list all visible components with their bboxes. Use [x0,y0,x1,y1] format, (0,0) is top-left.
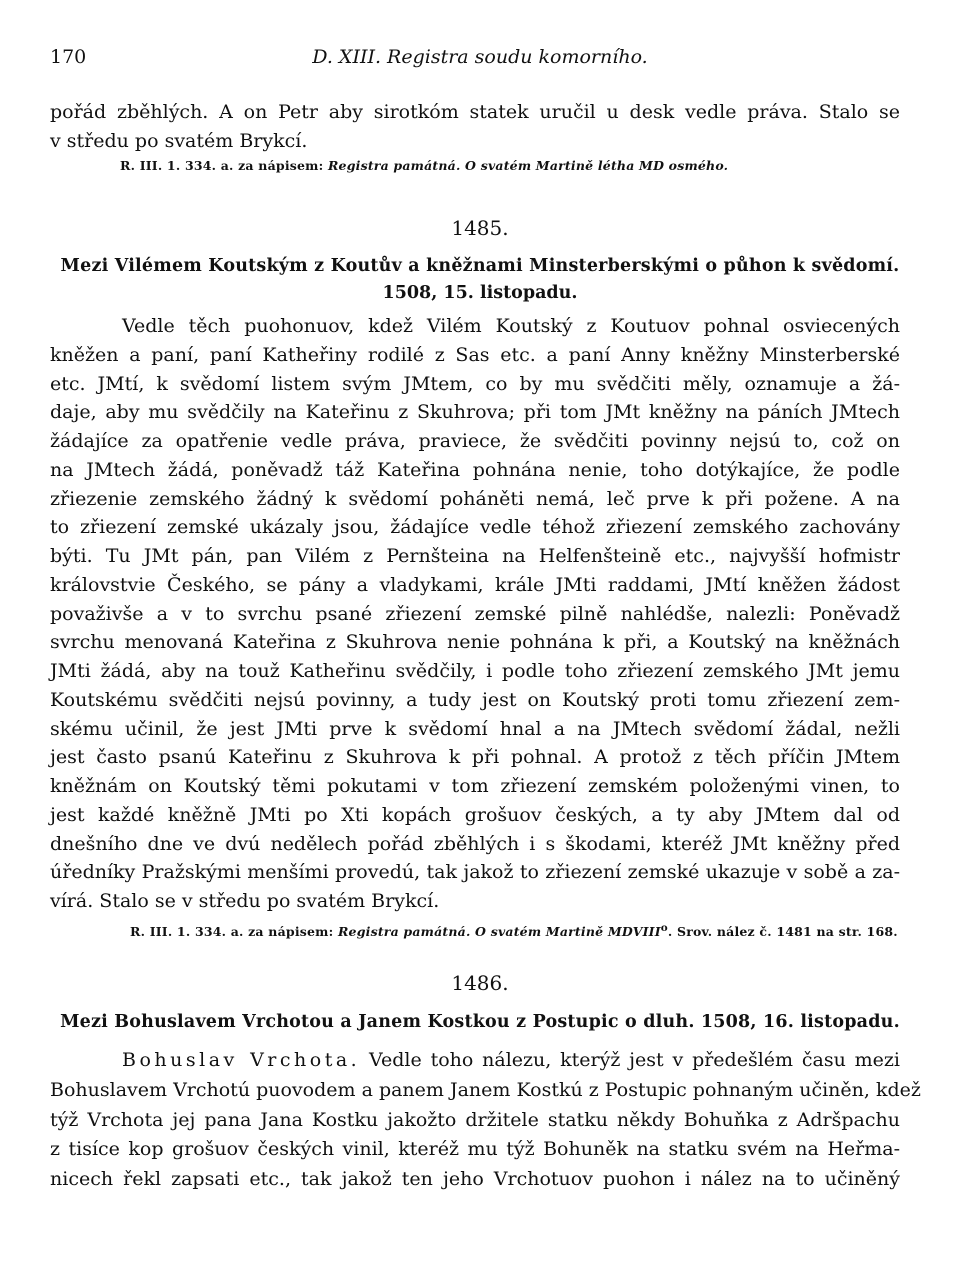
text-line: z tisíce kop grošuov českých vinil, kteréž mu týž Bohuněk na statku svém na Heřma- [50,1138,900,1160]
running-title: D. XIII. Registra soudu komorního. [312,46,648,68]
page-number: 170 [50,46,87,68]
text-line: to zřiezení zemské ukázaly jsou, žádajíce vedle téhož zřiezení zemského zachovány [50,516,900,539]
text-line: kněžnám on Koutský těmi pokutami v tom zřiezení zemském položenými vinen, to [50,775,900,797]
text-line: vírá. Stalo se v středu po svatém Brykcí. [50,890,440,912]
archival-note: R. III. 1. 334. a. za nápisem: Registra památná. O svatém Martině MDVIII$^o$. Srov. nález č. 1481 na str. 168. [130,922,898,940]
text-line: kněžen a paní, paní Katheřiny rodilé z Sas etc. a paní Anny kněžny Minsterberské [50,343,900,366]
opening-name: Bohuslav Vrchota. [122,1049,361,1071]
archival-note: R. III. 1. 334. a. za nápisem: Registra památná. O svatém Martině létha MD osmého. [120,158,729,173]
text-line: Bohuslavem Vrchotú puovodem a panem Janem Kostkú z Postupic pohnaným učiněn, kdež [50,1079,921,1101]
text-line: skému učinil, že jest JMti prve k svědomí hnal a na JMtech svědomí žádal, nežli [50,717,900,740]
text-line: JMti žádá, aby na touž Katheřinu svědčily, i podle toho zřiezení zemského JMt jemu [50,660,900,682]
text-line: na JMtech žádá, poněvadž táž Kateřina pohnána nenie, toho dotýkajíce, že podle [50,458,900,481]
text-line: pořád zběhlých. A on Petr aby sirotkóm statek uručil u desk vedle práva. Stalo se [50,101,900,123]
text-line: jest každé kněžně JMti po Xti kopách grošuov českých, a ty aby JMtem dal od [50,803,900,826]
text-line: považivše a v to svrchu psané zřiezení zemské pilně nahlédše, nalezli: Poněvadž [50,602,900,625]
text-line: dnešního dne ve dvú nedělech pořád zběhlých i s škodami, kteréž JMt kněžny před [50,832,900,855]
entry-number: 1486. [451,971,509,995]
text-line: Vedle těch puohonuov, kdež Vilém Koutský z Koutuov pohnal osviecených [122,315,900,337]
text-line: daje, aby mu svědčily na Kateřinu z Skuhrova; při tom JMt kněžny na páních JMtech [50,401,900,424]
text-line: etc. JMtí, k svědomí listem svým JMtem, co by mu svědčiti měly, oznamuje a žá- [50,372,900,395]
text-line: zřiezenie zemského žádný k svědomí poháněti nemá, leč prve k při požene. A na [50,487,900,510]
page-header [50,46,910,76]
text-line: týž Vrchota jej pana Jana Kostku jakožto držitele statku někdy Bohuňka z Adršpachu [50,1108,900,1131]
text-line: býti. Tu JMt pán, pan Vilém z Pernšteina na Helfenšteině etc., najvyšší hofmistr [50,545,900,567]
text-line: Bohuslav Vrchota. Vedle toho nálezu, kterýž jest v předešlém času mezi [122,1049,900,1071]
entry-rubric: Mezi Bohuslavem Vrchotou a Janem Kostkou z Postupic o dluh. 1508, 16. listopadu. [60,1012,900,1032]
text-line: královstvie Českého, se pány a vladykami, krále JMti raddami, JMtí kněžen žádost [50,573,900,596]
entry-number: 1485. [451,216,509,240]
entry-rubric: Mezi Vilémem Koutským z Koutův a kněžnami Minsterberskými o půhon k svědomí. [60,256,900,276]
text-line: jest často psanú Kateřinu z Skuhrova k při pohnal. A protož z těch příčin JMtem [50,746,900,769]
text-line: nicech řekl zapsati etc., tak jakož ten jeho Vrchotuov puohon i nález na to učiněný [50,1167,900,1190]
text-line: v středu po svatém Brykcí. [50,130,308,152]
text-line: svrchu menovaná Kateřina z Skuhrova nenie pohnána k při, a Koutský na kněžnách [50,631,900,654]
text-line: úředníky Pražskými menšími provedú, tak jakož to zřiezení zemské ukazuje v sobě a za- [50,861,900,884]
entry-date: 1508, 15. listopadu. [382,283,578,303]
text-line: žádajíce za opatřenie vedle práva, praviece, že svědčiti povinny nejsú to, což on [50,430,900,452]
text-line: Koutskému svědčiti nejsú povinny, a tudy jest on Koutský proti tomu zřiezení zem- [50,688,900,711]
